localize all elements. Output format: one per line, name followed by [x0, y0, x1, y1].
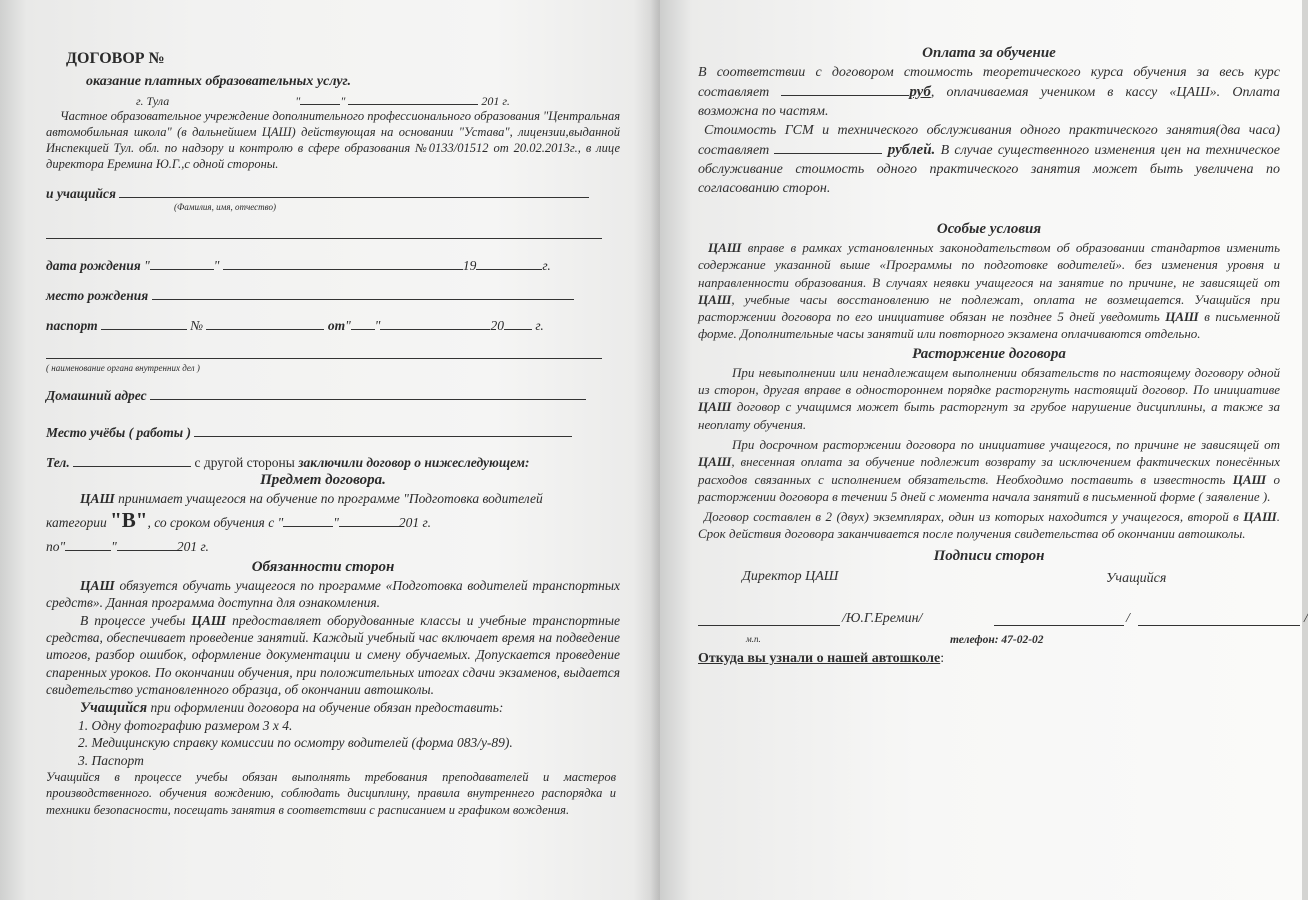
term-p3-school: ЦАШ: [1243, 509, 1277, 525]
student-label: и учащийся: [46, 185, 116, 201]
address-blank[interactable]: [150, 386, 586, 400]
termination-p1: [698, 364, 1280, 433]
stamp-phone-row: [698, 634, 1280, 650]
termination-heading: Расторжение договора: [912, 345, 1066, 362]
stamp-mark: м.п.: [746, 633, 761, 644]
birthdate-month-blank[interactable]: [223, 256, 463, 270]
contract-page-right: [660, 0, 1308, 900]
category-label: категории: [46, 514, 107, 530]
director-label: Директор ЦАШ: [742, 568, 839, 584]
passport-number-blank[interactable]: [206, 316, 324, 330]
birthplace-field: [46, 286, 602, 304]
subject-school: ЦАШ: [80, 491, 115, 507]
term-p1-text: При невыполнении или ненадлежащем выполнении обязательств по настоящему договору одной из сторон, другая вправе в одностороннем порядке расторгнуть настоящий договор. По инициативе: [698, 364, 1280, 398]
passport-field: [46, 316, 602, 334]
payment-p2-text: Стоимость ГСМ и технического обслуживания одного практического занятия(два часа) составляет: [698, 123, 1280, 158]
lesson-price-blank[interactable]: [774, 140, 882, 154]
birthdate-field: [46, 256, 602, 274]
passport-quote-close: ": [374, 318, 381, 334]
term-p2-end: о расторжении договора в течении 5 дней с момента начала занятий в письменной форме ( заявление ).: [698, 471, 1280, 504]
city: г. Тула: [136, 93, 170, 108]
birthdate-day-blank[interactable]: [150, 256, 214, 270]
end-day-blank[interactable]: [65, 537, 111, 551]
end-month-blank[interactable]: [117, 537, 177, 551]
duties-p1-text: обязуется обучать учащегося по программе «Подготовка водителей транспортных средств». Данная программа доступна для ознакомления.: [46, 577, 620, 611]
passport-year-blank[interactable]: [504, 316, 532, 330]
special-school-2: ЦАШ: [698, 291, 732, 307]
passport-day-blank[interactable]: [351, 316, 375, 330]
duties-p2: [46, 612, 620, 699]
tel-other-side: с другой стороны: [194, 455, 295, 471]
date-quote-close: ": [340, 93, 346, 108]
docs-intro-student: Учащийся: [80, 699, 148, 716]
docs-list: [78, 717, 640, 769]
duties-p1: [46, 577, 620, 612]
address-field: [46, 386, 602, 404]
tel-concluded: заключили договор о нижеследующем:: [298, 455, 530, 471]
term-p3-rest: . Срок действия договора заканчивается после получения свидетельства об окончании автошколы.: [698, 509, 1280, 542]
duties-p2-pre: В процессе учебы: [80, 612, 186, 628]
docs-item: 2. Медицинскую справку комиссии по осмотру водителей (форма 083/у-89).: [78, 735, 513, 751]
director-signature-blank[interactable]: [698, 612, 840, 626]
signature-labels: [698, 566, 1280, 590]
special-text-1: вправе в рамках установленных законодательством об образовании стандартов изменить содержание указанной выше «Программы по подготовке водителей». без изменения уровня и направленности образования. В случаях неявки учащегося на занятие по причине, не зависящей от: [698, 240, 1280, 290]
passport-month-blank[interactable]: [380, 316, 490, 330]
source-colon: :: [940, 650, 945, 666]
date-day-blank: [300, 91, 340, 105]
term-p1-school: ЦАШ: [698, 399, 732, 415]
payment-p2-rub: рублей.: [887, 142, 936, 158]
source-question: Откуда вы узнали о нашей автошколе: [698, 650, 941, 666]
tel-blank[interactable]: [73, 453, 191, 467]
birthdate-suffix: г.: [542, 257, 551, 273]
student-signature-blank[interactable]: [994, 612, 1124, 626]
passport-from-label: от: [327, 318, 346, 334]
birthdate-label: дата рождения: [46, 257, 141, 273]
start-day-blank[interactable]: [283, 513, 333, 527]
duties-p1-school: ЦАШ: [80, 577, 115, 593]
date-quote-open: ": [295, 93, 301, 108]
term-p1-rest: договор с учащимся может быть расторгнут за грубое нарушение дисциплины, а также за неоплату обучения.: [698, 399, 1280, 432]
work-label: Место учёбы ( работы ): [46, 424, 192, 440]
payment-heading: Оплата за обучение: [922, 45, 1056, 61]
birthdate-year: 19: [462, 257, 477, 273]
city-date-row: [136, 91, 640, 108]
contract-title: ДОГОВОР №: [66, 50, 165, 67]
payment-p1: [698, 63, 1280, 121]
special-heading: Особые условия: [936, 221, 1042, 237]
student-field: [46, 184, 602, 202]
term-p2-school: ЦАШ: [698, 454, 732, 470]
payment-p2: [698, 121, 1280, 198]
date-month-blank: [348, 91, 478, 105]
passport-quote-open: ": [345, 318, 351, 334]
birthdate-quote-open: ": [144, 257, 150, 273]
passport-year: 20: [490, 318, 504, 334]
special-school-1: ЦАШ: [708, 240, 742, 255]
passport-label: паспорт: [46, 318, 98, 334]
signatures-heading: Подписи сторон: [933, 547, 1045, 564]
docs-item: 3. Паспорт: [78, 752, 144, 768]
payment-p1-rest: , оплачиваемая учеником в кассу «ЦАШ». Оплата возможна по частям.: [698, 85, 1281, 119]
student-hint: (Фамилия, имя, отчество): [174, 202, 276, 213]
docs-item: 1. Одну фотографию размером 3 х 4.: [78, 717, 293, 733]
category-quote-close: ": [333, 514, 339, 530]
tel-field: [46, 453, 602, 471]
term-p2-rest: , внесенная оплата за обучение подлежит возврату за исключением фактических понесённых расходов связанных с исполнением обязательств. Необходимо поставить в известность: [698, 454, 1280, 487]
category-quote-open: ": [277, 514, 284, 530]
student-obligations: Учащийся в процессе учебы обязан выполнять требования преподавателей и мастеров производственного. обучения вождению, соблюдать дисциплину, правила внутреннего распорядка и техники безопасности, посещать занятия в соответствии с расписанием и графиком вождения.: [46, 770, 616, 817]
work-field: [46, 423, 602, 441]
student-extra-blank[interactable]: [46, 225, 602, 239]
signature-slash: /: [1126, 610, 1130, 626]
passport-number-sign: №: [190, 318, 204, 334]
until-row: [46, 537, 640, 555]
subject-heading: Предмет договора.: [260, 472, 386, 489]
special-text-2: , учебные часы восстановлению не подлежат, оплата не возмещается. Учащийся при расторжении договора по его инициативе обязан не позднее 5 дней уведомить: [698, 291, 1280, 325]
until-label: по": [46, 539, 66, 555]
source-question-row: [698, 650, 1280, 667]
category-value: "В": [110, 507, 148, 532]
docs-intro: [46, 699, 620, 717]
subject-line1: [46, 490, 618, 507]
student-signature-label: Учащийся: [1106, 570, 1167, 586]
birthplace-label: место рождения: [46, 288, 149, 304]
course-price-blank[interactable]: [781, 82, 909, 96]
passport-suffix: г.: [535, 318, 544, 334]
birthdate-year-blank[interactable]: [476, 256, 542, 270]
director-name: /Ю.Г.Еремин/: [842, 610, 923, 626]
until-quote: ": [111, 539, 117, 555]
date-year: 201 г.: [481, 93, 510, 108]
birthdate-quote-close: ": [213, 257, 220, 273]
address-label: Домашний адрес: [46, 388, 147, 404]
contract-intro: Частное образовательное учреждение дополнительного профессионального образования "Центральная автомобильная школа" (в дальнейшем ЦАШ) действующая на основании "Устава", лицензии,выданной Инспекцией Тул. обл. по надзору и контролю в сфере образования №0133/01512 от 20.02.2013г., в лице директора Еремина Ю.Г.,с одной стороны.: [46, 108, 620, 171]
signature-lines: [698, 610, 1308, 634]
student-name-blank[interactable]: [119, 184, 589, 198]
contract-subtitle: оказание платных образовательных услуг.: [86, 74, 352, 90]
tel-label: Тел.: [46, 455, 70, 471]
category-row: [46, 507, 618, 532]
category-year: 201 г.: [398, 514, 432, 530]
termination-p2: [698, 436, 1280, 505]
duties-heading: Обязанности сторон: [251, 558, 395, 575]
term-p2-text: При досрочном расторжении договора по инициативе учащегося, по причине не зависящей от: [732, 436, 1280, 452]
duties-p2-school: ЦАШ: [191, 612, 227, 628]
passport-issuer-blank[interactable]: [46, 345, 602, 359]
term-p3-text: Договор составлен в 2 (двух) экземплярах, один из которых находится у учащегося, второй в: [704, 509, 1239, 525]
payment-p1-rub: руб: [909, 84, 931, 100]
signature-slash-end: /: [1304, 610, 1308, 626]
passport-issuer-line: [46, 345, 602, 363]
payment-p1-text: В соответствии с договором стоимость теоретического курса обучения за весь курс составляет: [698, 65, 1280, 100]
birthplace-blank[interactable]: [152, 286, 574, 300]
start-month-blank[interactable]: [339, 513, 399, 527]
termination-p3: [698, 508, 1280, 543]
student-extra-line: [46, 225, 602, 243]
school-phone: телефон: 47-02-02: [950, 633, 1044, 646]
special-p1: [698, 239, 1280, 343]
duties-p2-text: предоставляет оборудованные классы и учебные транспортные средства, обеспечивает проведение занятий. Каждый учебный час включает время на подведение итогов, разбор ошибок, оформление документации и смену обучаемых. Допускается проведение спаренных уроков. По окончании обучения, при положительных итогах сдачи экзаменов, выдается свидетельство установленного образца, об окончании автошколы.: [46, 612, 620, 698]
passport-hint: ( наименование органа внутренних дел ): [46, 363, 200, 374]
special-school-3: ЦАШ: [1165, 309, 1199, 325]
category-term: , со сроком обучения с: [147, 514, 275, 530]
subject-text: принимает учащегося на обучение по программе "Подготовка водителей: [118, 491, 543, 507]
student-name-blank-right[interactable]: [1138, 612, 1300, 626]
passport-series-blank[interactable]: [101, 316, 187, 330]
until-year: 201 г.: [176, 539, 209, 555]
payment-p2-rest: В случае существенного изменения цен на техническое обслуживание стоимость одного практического занятия может быть увеличена по согласованию сторон.: [698, 143, 1281, 196]
term-p2-school-2: ЦАШ: [1232, 471, 1267, 487]
special-text-3: в письменной форме. Дополнительные часы занятий или повторного экзамена оплачиваются отдельно.: [698, 309, 1281, 342]
docs-intro-text: при оформлении договора на обучение обязан предоставить:: [150, 699, 504, 715]
work-blank[interactable]: [194, 423, 572, 437]
